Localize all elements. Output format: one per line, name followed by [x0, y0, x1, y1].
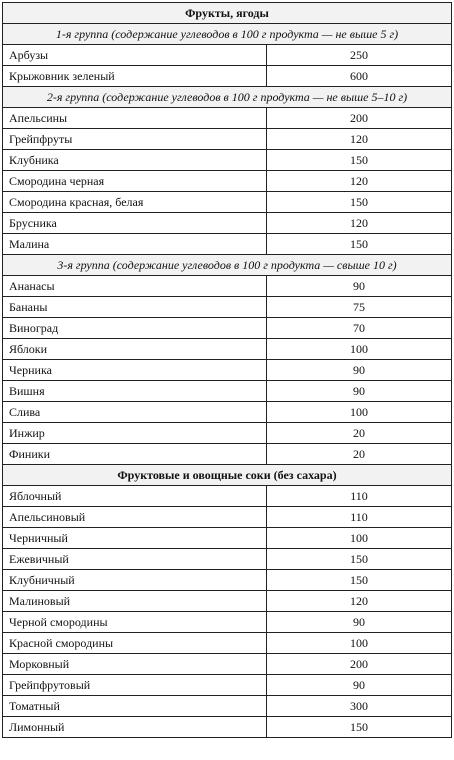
- table-row: [3, 213, 452, 234]
- product-value: 120: [267, 129, 452, 150]
- table-row: [3, 444, 452, 465]
- product-value: 150: [267, 234, 452, 255]
- table-row: [3, 66, 452, 87]
- table-row: [3, 45, 452, 66]
- table-row: [3, 612, 452, 633]
- product-name: Красной смородины: [3, 633, 267, 654]
- table-row: [3, 570, 452, 591]
- product-name: Финики: [3, 444, 267, 465]
- product-value: 150: [267, 717, 452, 738]
- product-value: 100: [267, 528, 452, 549]
- table-row: [3, 360, 452, 381]
- product-name: Томатный: [3, 696, 267, 717]
- product-value: 120: [267, 591, 452, 612]
- product-value: 100: [267, 402, 452, 423]
- product-value: 90: [267, 360, 452, 381]
- product-value: 70: [267, 318, 452, 339]
- table-row: [3, 528, 452, 549]
- product-value: 100: [267, 339, 452, 360]
- table-row: [3, 276, 452, 297]
- table-row: [3, 549, 452, 570]
- product-name: Арбузы: [3, 45, 267, 66]
- table-row: [3, 150, 452, 171]
- table-body: [3, 3, 452, 738]
- product-name: Инжир: [3, 423, 267, 444]
- product-name: Яблочный: [3, 486, 267, 507]
- product-value: 150: [267, 549, 452, 570]
- table-row: [3, 717, 452, 738]
- product-name: Малина: [3, 234, 267, 255]
- table-row: [3, 486, 452, 507]
- product-name: Апельсиновый: [3, 507, 267, 528]
- group-label: 2-я группа (содержание углеводов в 100 г продукта — не выше 5–10 г): [3, 87, 452, 108]
- product-name: Вишня: [3, 381, 267, 402]
- section-header-row: [3, 3, 452, 24]
- section-title: Фрукты, ягоды: [3, 3, 452, 24]
- product-name: Виноград: [3, 318, 267, 339]
- group-label: 1-я группа (содержание углеводов в 100 г продукта — не выше 5 г): [3, 24, 452, 45]
- table-row: [3, 297, 452, 318]
- group-label: 3-я группа (содержание углеводов в 100 г продукта — свыше 10 г): [3, 255, 452, 276]
- product-value: 250: [267, 45, 452, 66]
- product-value: 200: [267, 654, 452, 675]
- product-value: 110: [267, 507, 452, 528]
- table-row: [3, 633, 452, 654]
- table-row: [3, 654, 452, 675]
- product-name: Бананы: [3, 297, 267, 318]
- product-value: 90: [267, 381, 452, 402]
- table-row: [3, 696, 452, 717]
- product-value: 150: [267, 192, 452, 213]
- group-header-row: [3, 24, 452, 45]
- table-row: [3, 507, 452, 528]
- product-name: Морковный: [3, 654, 267, 675]
- table-row: [3, 129, 452, 150]
- product-name: Яблоки: [3, 339, 267, 360]
- product-value: 90: [267, 276, 452, 297]
- table-row: [3, 381, 452, 402]
- table-row: [3, 423, 452, 444]
- product-value: 120: [267, 213, 452, 234]
- product-name: Грейпфруты: [3, 129, 267, 150]
- product-name: Черной смородины: [3, 612, 267, 633]
- section-title: Фруктовые и овощные соки (без сахара): [3, 465, 452, 486]
- group-header-row: [3, 255, 452, 276]
- table-row: [3, 675, 452, 696]
- table-row: [3, 171, 452, 192]
- table-row: [3, 339, 452, 360]
- product-name: Слива: [3, 402, 267, 423]
- product-name: Смородина красная, белая: [3, 192, 267, 213]
- table-row: [3, 108, 452, 129]
- table-row: [3, 234, 452, 255]
- product-value: 90: [267, 612, 452, 633]
- product-name: Черничный: [3, 528, 267, 549]
- product-name: Черника: [3, 360, 267, 381]
- product-value: 75: [267, 297, 452, 318]
- product-value: 120: [267, 171, 452, 192]
- product-name: Ананасы: [3, 276, 267, 297]
- product-value: 200: [267, 108, 452, 129]
- products-table: [2, 2, 452, 738]
- product-name: Брусника: [3, 213, 267, 234]
- product-name: Ежевичный: [3, 549, 267, 570]
- product-value: 90: [267, 675, 452, 696]
- product-value: 300: [267, 696, 452, 717]
- group-header-row: [3, 87, 452, 108]
- product-name: Лимонный: [3, 717, 267, 738]
- table-row: [3, 591, 452, 612]
- product-name: Клубника: [3, 150, 267, 171]
- section-header-row: [3, 465, 452, 486]
- table-row: [3, 192, 452, 213]
- product-value: 20: [267, 423, 452, 444]
- table-row: [3, 318, 452, 339]
- product-name: Клубничный: [3, 570, 267, 591]
- product-value: 150: [267, 150, 452, 171]
- product-value: 20: [267, 444, 452, 465]
- product-value: 100: [267, 633, 452, 654]
- table-row: [3, 402, 452, 423]
- product-name: Апельсины: [3, 108, 267, 129]
- product-name: Малиновый: [3, 591, 267, 612]
- product-name: Смородина черная: [3, 171, 267, 192]
- product-value: 150: [267, 570, 452, 591]
- product-value: 600: [267, 66, 452, 87]
- product-value: 110: [267, 486, 452, 507]
- product-name: Грейпфрутовый: [3, 675, 267, 696]
- product-name: Крыжовник зеленый: [3, 66, 267, 87]
